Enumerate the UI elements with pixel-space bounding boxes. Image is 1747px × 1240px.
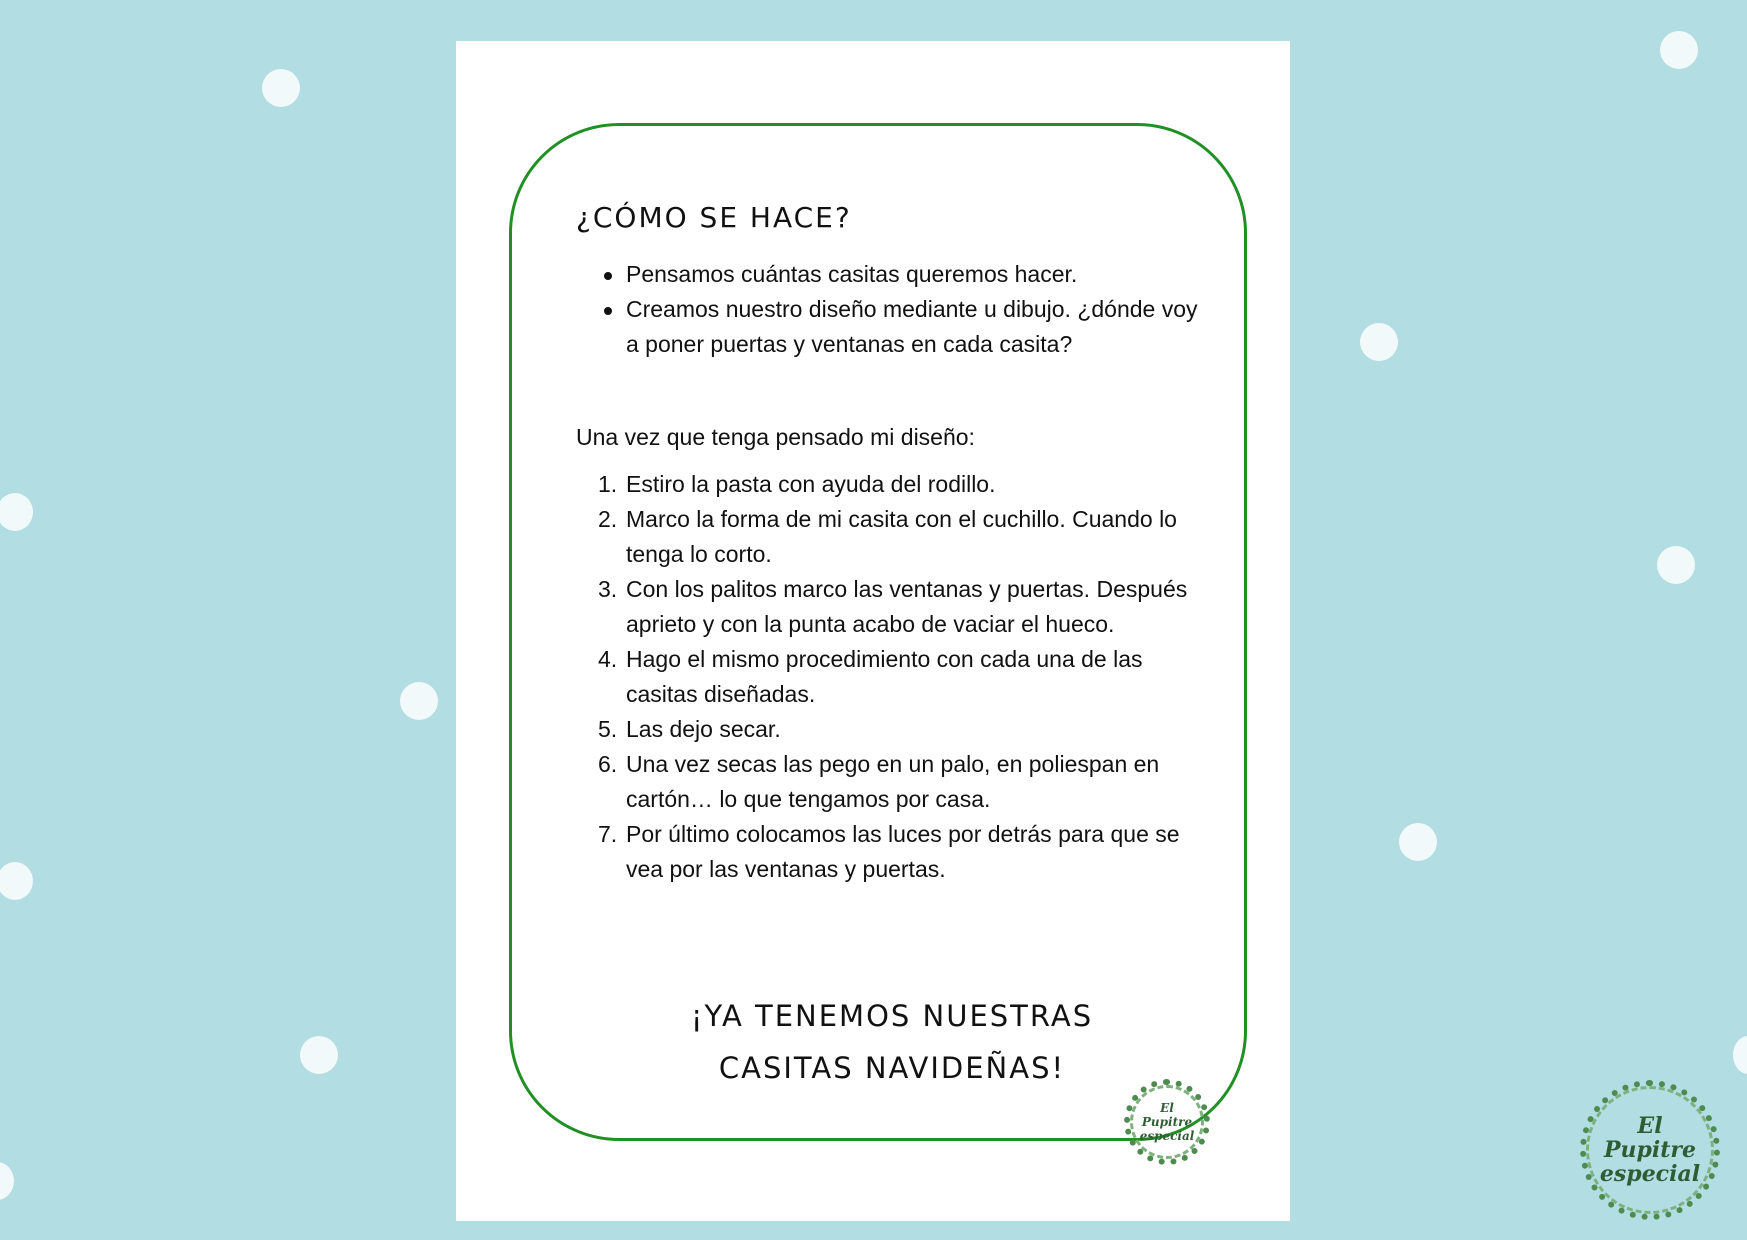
background-dot (1360, 323, 1398, 361)
step-item (576, 502, 1216, 572)
logo-text (1140, 1101, 1195, 1143)
background-dot (400, 682, 438, 720)
closing-line: ¡YA TENEMOS NUESTRAS (690, 999, 1094, 1033)
list-item (576, 257, 1216, 292)
step-item (576, 712, 1216, 747)
background-dot (262, 69, 300, 107)
step-text: Una vez secas las pego en un palo, en poliespan en cartón… lo que tengamos por casa. (626, 750, 1160, 812)
intro-text: Una vez que tenga pensado mi diseño: (576, 423, 975, 450)
step-text: Por último colocamos las luces por detrás para que se vea por las ventanas y puertas. (626, 820, 1180, 882)
background-dot (1657, 546, 1695, 584)
step-number: 6. (598, 750, 618, 777)
background-dot (0, 862, 33, 900)
page-title: ¿CÓMO SE HACE? (576, 201, 852, 234)
background-dot (1660, 31, 1698, 69)
list-item (576, 292, 1216, 362)
background-dot (0, 1162, 14, 1200)
logo-line: Pupitre (1141, 1115, 1193, 1129)
logo-line: Pupitre (1603, 1137, 1696, 1163)
logo-line: El (1160, 1101, 1174, 1115)
steps-list (576, 467, 1216, 887)
wreath-logo-icon (1580, 1080, 1720, 1220)
step-text: Las dejo secar. (626, 715, 781, 742)
step-number: 7. (598, 820, 618, 847)
logo-text (1600, 1114, 1700, 1186)
step-item (576, 642, 1216, 712)
step-number: 5. (598, 715, 618, 742)
step-number: 3. (598, 575, 618, 602)
step-text: Marco la forma de mi casita con el cuchillo. Cuando lo tenga lo corto. (626, 505, 1177, 567)
bullet-list (576, 257, 1216, 362)
logo-line: El (1637, 1113, 1663, 1139)
step-item (576, 747, 1216, 817)
wreath-logo-icon (1124, 1079, 1210, 1165)
step-item (576, 467, 1216, 502)
bullet-text: Pensamos cuántas casitas queremos hacer. (626, 260, 1078, 287)
bullet-dot-icon (604, 307, 612, 315)
logo-line: especial (1599, 1161, 1701, 1187)
document-sheet (456, 41, 1290, 1221)
step-item (576, 817, 1216, 887)
step-text: Estiro la pasta con ayuda del rodillo. (626, 470, 996, 497)
step-number: 1. (598, 470, 618, 497)
background-dot (1399, 823, 1437, 861)
step-text: Con los palitos marco las ventanas y puertas. Después aprieto y con la punta acabo de vaciar el hueco. (626, 575, 1188, 637)
closing-message (584, 990, 1200, 1094)
card-content (576, 201, 1216, 887)
background-dot (1733, 1036, 1747, 1074)
step-number: 2. (598, 505, 618, 532)
step-text: Hago el mismo procedimiento con cada una de las casitas diseñadas. (626, 645, 1143, 707)
background-dot (0, 493, 33, 531)
step-item (576, 572, 1216, 642)
closing-line: CASITAS NAVIDEÑAS! (718, 1051, 1066, 1085)
logo-line: especial (1139, 1129, 1195, 1143)
bullet-text: Creamos nuestro diseño mediante u dibujo. ¿dónde voy a poner puertas y ventanas en cada casita? (626, 295, 1198, 357)
bullet-dot-icon (604, 272, 612, 280)
step-number: 4. (598, 645, 618, 672)
background-dot (300, 1036, 338, 1074)
